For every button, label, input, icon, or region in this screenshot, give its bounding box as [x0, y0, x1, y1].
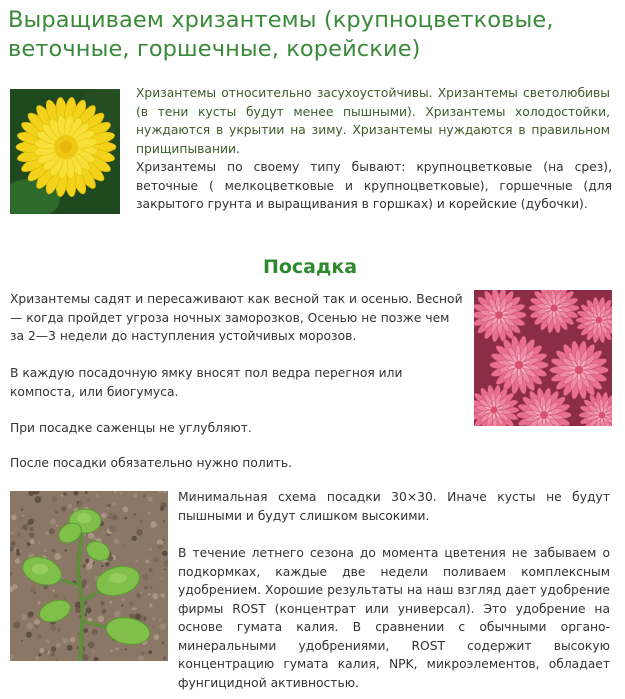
section-title-planting: Посадка [262, 256, 358, 278]
planting-paragraph-scheme: Минимальная схема посадки 30×30. Иначе кусты не будут пышными и будут слишком высокими. [178, 490, 610, 523]
seedling-photo [10, 491, 168, 661]
page-title: Выращиваем хризантемы (крупноцветковые, веточные, горшечные, корейские) [8, 7, 554, 62]
planting-paragraph-depth: При посадке саженцы не углубляют. [10, 421, 252, 435]
yellow-chrysanthemum-photo [10, 89, 120, 214]
intro-paragraph-1: Хризантемы относительно засухоустойчивы. Хризантемы светолюбивы (в тени кусты будут менее пышными). Хризантемы холодостойки, нуждаются в укрытии на зиму. Хризантемы нуждаются в правильном прищипывании. [136, 86, 610, 156]
intro-paragraph-2: Хризантемы по своему типу бывают: крупноцветковые (на срез), веточные ( мелкоцветковые и крупноцветковые), горшечные (для закрытого грунта и выращивания в горшках) и корейские (дубочки). [136, 160, 612, 211]
planting-paragraph-compost: В каждую посадочную ямку вносят пол ведра перегноя или компоста, или биогумуса. [10, 366, 403, 399]
planting-paragraph-fertilizer: В течение летнего сезона до момента цветения не забываем о подкормках, каждые две недели поливаем комплексным удобрением. Хорошие результаты на наш взгляд дает удобрение фирмы ROST (концентрат или универсал). Это удобрение на основе гумата калия. В сравнении с обычными органо-минеральными удобрениями, ROST содержит высокую концентрацию гумата калия, NPK, микроэлементов, обладает фунгицидной активностью. [178, 546, 610, 690]
pink-chrysanthemums-photo [474, 290, 612, 426]
planting-paragraph-timing: Хризантемы садят и пересаживают как весной так и осенью. Весной — когда пройдет угроза ночных заморозков, Осенью не позже чем за 2—3 недели до наступления устойчивых морозов. [10, 292, 463, 343]
planting-paragraph-watering: После посадки обязательно нужно полить. [10, 456, 293, 470]
